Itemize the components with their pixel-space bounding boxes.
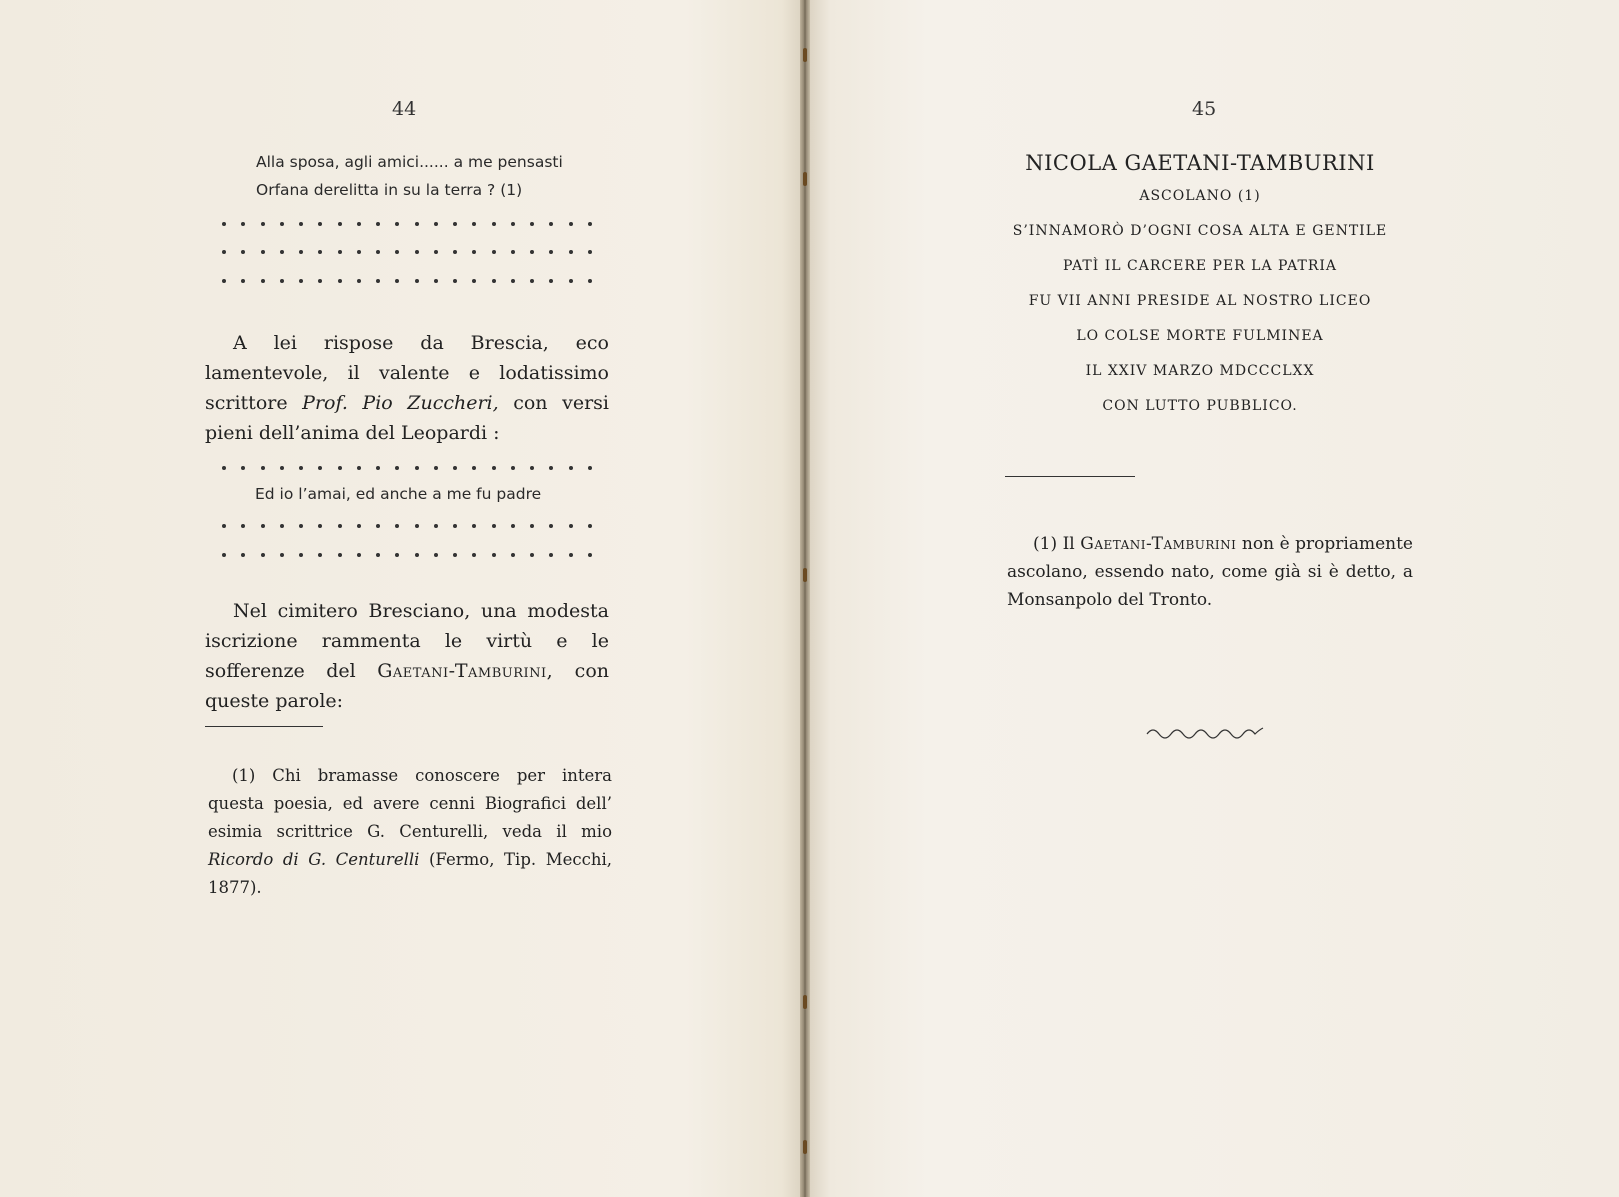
footnote-rule <box>205 726 323 727</box>
poem-line: Alla sposa, agli amici...... a me pensasti <box>256 153 563 171</box>
inscription-line: CON LUTTO PUBBLICO. <box>1102 398 1298 414</box>
page-number-right: 45 <box>1192 98 1217 120</box>
poem-line: Orfana derelitta in su la terra ? (1) <box>256 181 523 199</box>
inscription-line: S’INNAMORÒ D’OGNI COSA ALTA E GENTILE <box>1012 223 1388 239</box>
wave-ornament-icon <box>1145 724 1265 740</box>
footnote-text: (1) Chi bramasse conoscere per intera questa poesia, ed avere cenni Biografici dell’ esimia scrittrice G. Centurelli, veda il mio <box>208 766 612 841</box>
binding-stitch <box>803 995 807 1009</box>
paragraph-text: con versi pieni dell’anima del Leopardi : <box>205 392 609 444</box>
poem-line: Ed io l’amai, ed anche a me fu padre <box>255 485 542 503</box>
paragraph-reply <box>205 328 609 448</box>
footnote-text: (Fermo, Tip. Mecchi, 1877). <box>208 850 612 897</box>
inscription-line: IL XXIV MARZO MDCCCLXX <box>1085 363 1315 379</box>
ellipsis-row <box>222 250 592 254</box>
paragraph-text: con queste parole: <box>205 660 609 712</box>
binding-stitch <box>803 172 807 186</box>
inscription-title: NICOLA GAETANI-TAMBURINI <box>1025 151 1375 175</box>
page-number-left: 44 <box>392 98 417 120</box>
footnote-rule <box>1005 476 1135 477</box>
paragraph-text: Nel cimitero Bresciano, una modesta iscrizione rammenta le virtù e le sofferenze del <box>205 600 609 682</box>
inscription <box>990 148 1410 424</box>
inscription-line: LO COLSE MORTE FULMINEA <box>1076 328 1324 344</box>
poem-excerpt <box>256 148 616 204</box>
poem-excerpt-2 <box>255 480 615 508</box>
surname: Gaetani-Tamburini, <box>377 660 554 682</box>
binding-stitch <box>803 568 807 582</box>
ellipsis-row <box>222 553 592 557</box>
surname: Gaetani-Tamburini <box>1080 534 1237 554</box>
footnote-right <box>1007 530 1413 614</box>
paragraph-text: A lei rispose da Brescia, eco lamentevole, il valente e lodatissimo scrittore <box>205 332 609 414</box>
footnote-text: (1) Il <box>1033 534 1081 554</box>
ellipsis-row <box>222 466 592 470</box>
ellipsis-row <box>222 222 592 226</box>
footnote-text: non è propriamente ascolano, essendo nato, come già si è detto, a Monsanpolo del Tronto. <box>1007 534 1413 610</box>
binding-stitch <box>803 48 807 62</box>
footnote-left <box>208 762 612 902</box>
author-name: Prof. Pio Zuccheri, <box>302 392 499 414</box>
ellipsis-row <box>222 524 592 528</box>
inscription-line: FU VII ANNI PRESIDE AL NOSTRO LICEO <box>1028 293 1372 309</box>
binding-stitch <box>803 1140 807 1154</box>
ellipsis-row <box>222 279 592 283</box>
inscription-origin: ASCOLANO (1) <box>1139 188 1261 204</box>
inscription-line: PATÌ IL CARCERE PER LA PATRIA <box>1062 258 1338 274</box>
paragraph-cemetery <box>205 596 609 716</box>
book-title: Ricordo di G. Centurelli <box>208 850 420 869</box>
